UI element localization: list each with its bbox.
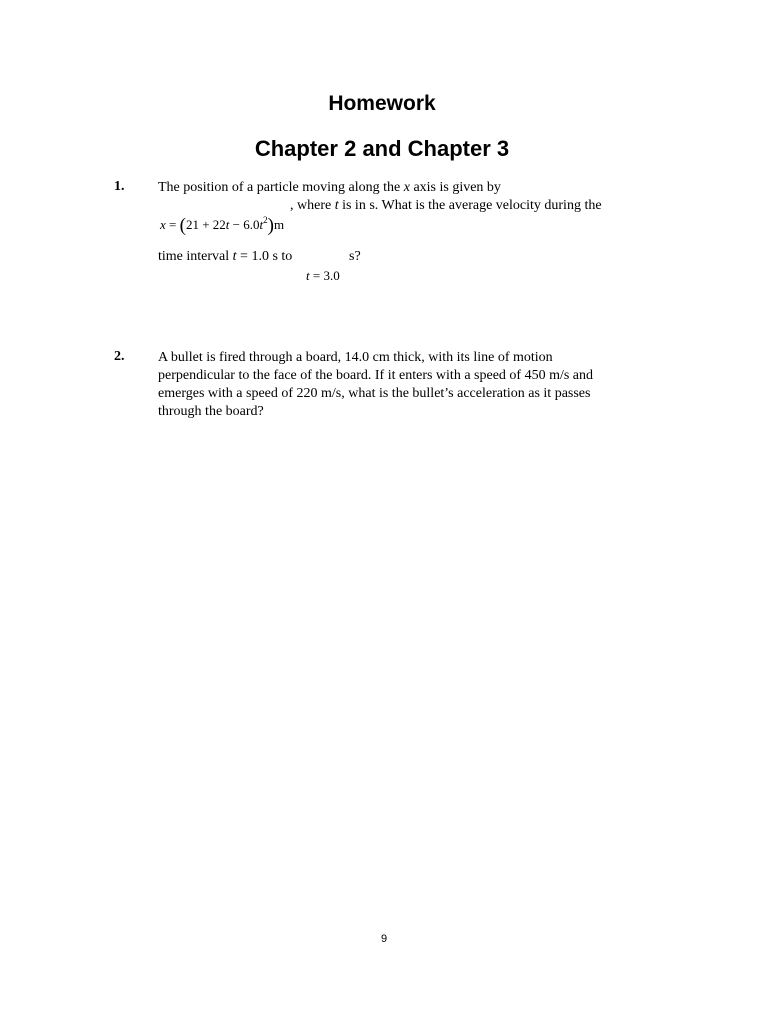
time-equation: t = 3.0	[306, 268, 340, 283]
page-title: Homework	[328, 92, 436, 115]
question-2-line-1: A bullet is fired through a board, 14.0 cm thick, with its line of motion	[158, 350, 553, 365]
page-number: 9	[380, 933, 388, 945]
question-2-line-2: perpendicular to the face of the board. If it enters with a speed of 450 m/s and	[158, 368, 594, 383]
question-1-line-3-end: s?	[349, 249, 361, 264]
question-2-line-3: emerges with a speed of 220 m/s, what is the bullet’s acceleration as it passes	[158, 386, 591, 401]
question-2-line-4: through the board?	[158, 404, 264, 419]
question-2-number: 2.	[114, 349, 125, 364]
page-subtitle: Chapter 2 and Chapter 3	[254, 136, 510, 161]
question-1-number: 1.	[114, 179, 125, 194]
position-equation: $x = (21 + 22t - 6.0t^2)m$	[160, 215, 285, 236]
question-1-line-3: time interval t = 1.0 s to	[158, 249, 293, 264]
question-1-line-1: The position of a particle moving along the x axis is given by	[158, 180, 501, 195]
question-1-line-2: , where t is in s. What is the average velocity during the	[290, 198, 602, 213]
